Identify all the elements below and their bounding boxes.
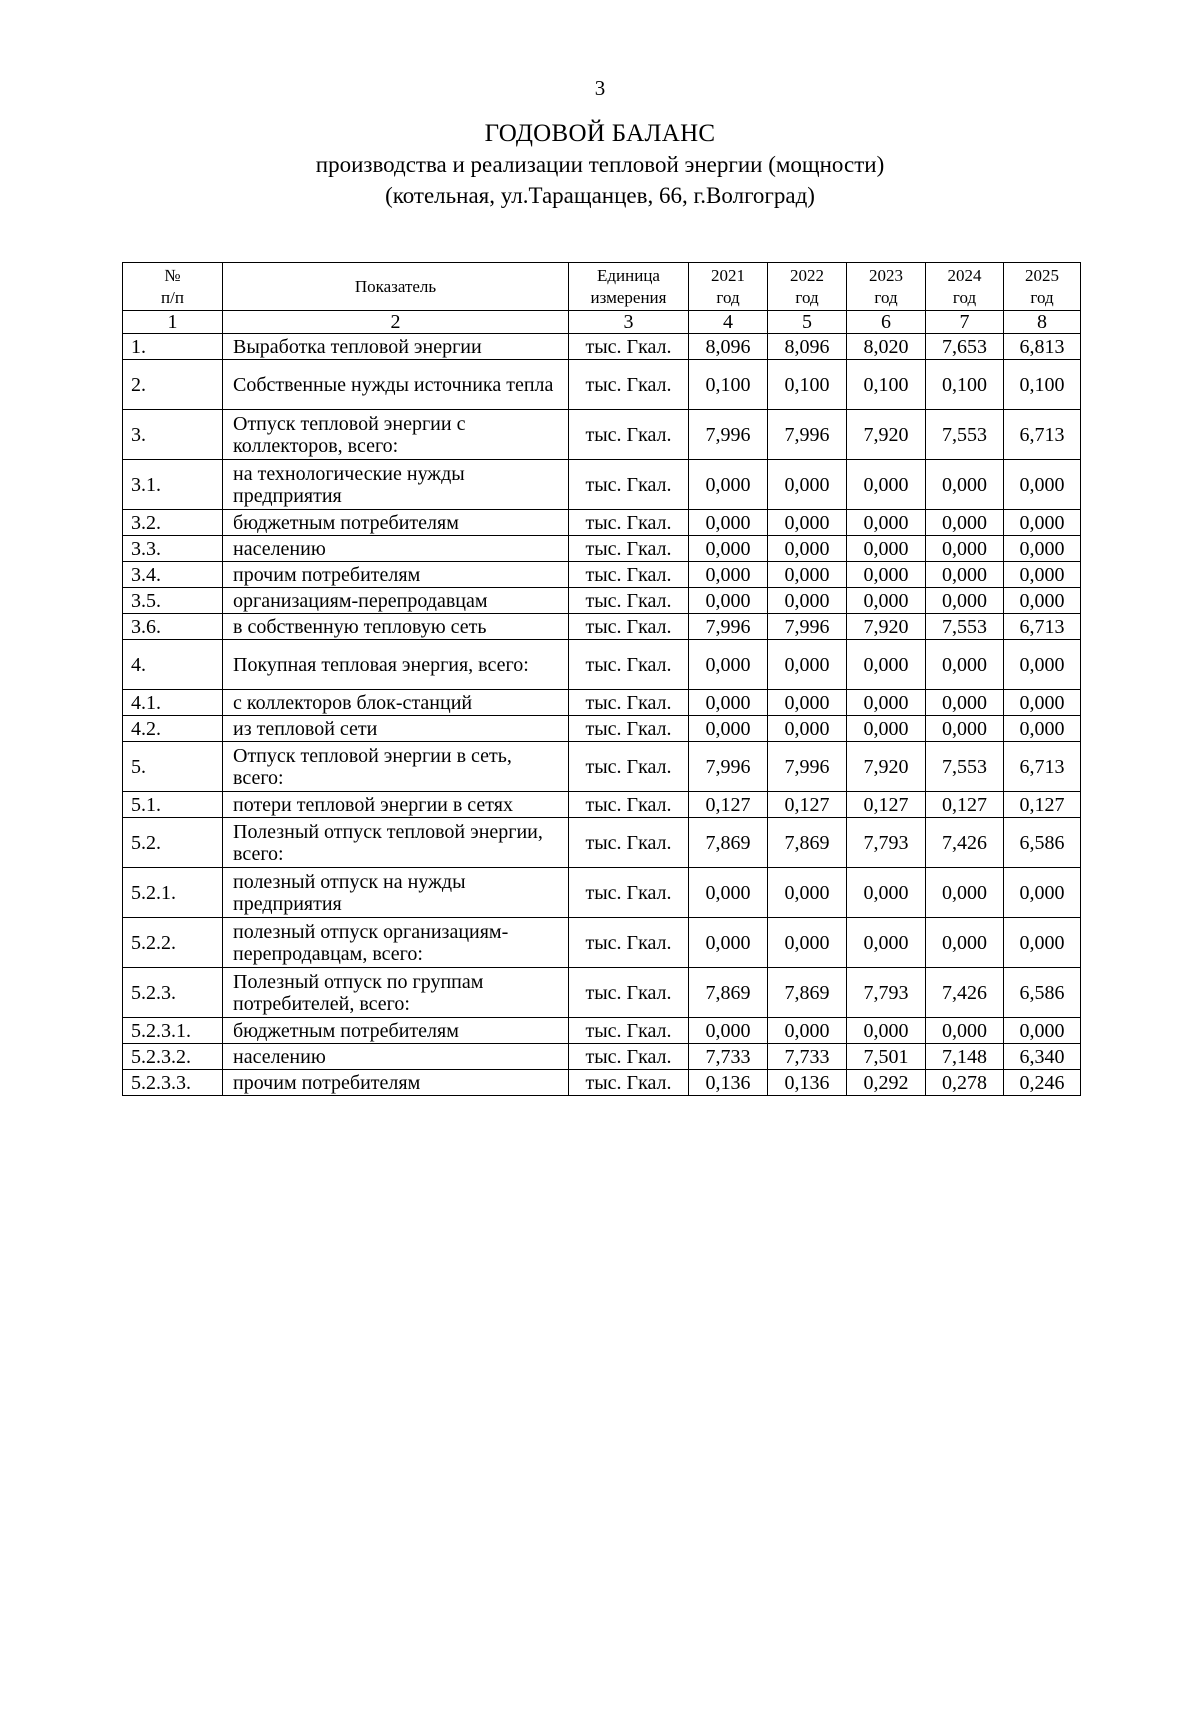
value-cell: 0,000	[689, 1018, 768, 1044]
value-cell: 0,000	[926, 1018, 1004, 1044]
value-cell: 0,000	[689, 588, 768, 614]
table-body	[123, 334, 1081, 1096]
header-year-label: 2022 год	[790, 265, 824, 307]
table-row	[123, 690, 1081, 716]
indicator-cell: прочим потребителям	[223, 562, 569, 588]
indicator-cell: организациям-перепродавцам	[223, 588, 569, 614]
indicator-cell: в собственную тепловую сеть	[223, 614, 569, 640]
value-cell: 0,000	[926, 868, 1004, 918]
value-cell: 0,000	[926, 588, 1004, 614]
unit-cell: тыс. Гкал.	[569, 360, 689, 410]
value-cell: 0,246	[1004, 1070, 1081, 1096]
row-number-cell: 3.1.	[123, 460, 223, 510]
row-number-cell: 4.2.	[123, 716, 223, 742]
header-num	[123, 263, 223, 311]
value-cell: 6,586	[1004, 968, 1081, 1018]
row-number-cell: 4.	[123, 640, 223, 690]
header-num-label: № п/п	[161, 265, 184, 307]
row-number-cell: 1.	[123, 334, 223, 360]
table-row	[123, 1044, 1081, 1070]
value-cell: 7,148	[926, 1044, 1004, 1070]
value-cell: 0,000	[689, 562, 768, 588]
value-cell: 7,920	[847, 614, 926, 640]
indicator-cell: из тепловой сети	[223, 716, 569, 742]
indicator-cell: Отпуск тепловой энергии с коллекторов, всего:	[223, 410, 569, 460]
value-cell: 6,713	[1004, 410, 1081, 460]
unit-cell: тыс. Гкал.	[569, 868, 689, 918]
value-cell: 7,553	[926, 614, 1004, 640]
table-row	[123, 868, 1081, 918]
value-cell: 6,713	[1004, 742, 1081, 792]
indicator-cell: Выработка тепловой энергии	[223, 334, 569, 360]
indicator-cell: полезный отпуск на нужды предприятия	[223, 868, 569, 918]
header-indicator-label: Показатель	[354, 276, 437, 296]
table-row	[123, 614, 1081, 640]
header-year-label: 2024 год	[947, 265, 982, 307]
table-row	[123, 968, 1081, 1018]
value-cell: 0,000	[1004, 868, 1081, 918]
value-cell: 7,996	[768, 410, 847, 460]
table-row	[123, 716, 1081, 742]
value-cell: 0,000	[689, 716, 768, 742]
indicator-cell: полезный отпуск организациям-перепродавцам, всего:	[223, 918, 569, 968]
value-cell: 0,000	[847, 588, 926, 614]
value-cell: 0,000	[768, 1018, 847, 1044]
value-cell: 0,127	[847, 792, 926, 818]
value-cell: 0,000	[847, 460, 926, 510]
value-cell: 7,793	[847, 818, 926, 868]
unit-cell: тыс. Гкал.	[569, 918, 689, 968]
indicator-cell: населению	[223, 1044, 569, 1070]
table-row	[123, 640, 1081, 690]
value-cell: 7,920	[847, 742, 926, 792]
value-cell: 0,000	[689, 868, 768, 918]
value-cell: 7,996	[768, 614, 847, 640]
table-row	[123, 818, 1081, 868]
value-cell: 0,000	[847, 690, 926, 716]
value-cell: 0,000	[768, 510, 847, 536]
value-cell: 0,000	[1004, 562, 1081, 588]
value-cell: 0,000	[689, 690, 768, 716]
value-cell: 0,000	[689, 460, 768, 510]
unit-cell: тыс. Гкал.	[569, 1018, 689, 1044]
row-number-cell: 5.	[123, 742, 223, 792]
indicator-cell: Отпуск тепловой энергии в сеть, всего:	[223, 742, 569, 792]
table-row	[123, 460, 1081, 510]
value-cell: 0,000	[689, 536, 768, 562]
value-cell: 0,000	[847, 510, 926, 536]
unit-cell: тыс. Гкал.	[569, 334, 689, 360]
value-cell: 7,553	[926, 742, 1004, 792]
row-number-cell: 2.	[123, 360, 223, 410]
page-number: 3	[594, 76, 606, 100]
value-cell: 0,000	[1004, 1018, 1081, 1044]
unit-cell: тыс. Гкал.	[569, 1070, 689, 1096]
value-cell: 6,713	[1004, 614, 1081, 640]
value-cell: 7,553	[926, 410, 1004, 460]
value-cell: 0,292	[847, 1070, 926, 1096]
row-number-cell: 5.2.3.2.	[123, 1044, 223, 1070]
column-number: 2	[223, 311, 569, 334]
unit-cell: тыс. Гкал.	[569, 410, 689, 460]
value-cell: 0,000	[1004, 460, 1081, 510]
header-unit-label: Единица измерения	[590, 265, 667, 307]
value-cell: 0,000	[768, 640, 847, 690]
row-number-cell: 5.2.3.	[123, 968, 223, 1018]
value-cell: 8,096	[689, 334, 768, 360]
value-cell: 0,000	[847, 1018, 926, 1044]
header-year-2022	[768, 263, 847, 311]
value-cell: 0,000	[1004, 716, 1081, 742]
header-year-2025	[1004, 263, 1081, 311]
unit-cell: тыс. Гкал.	[569, 588, 689, 614]
value-cell: 0,000	[1004, 690, 1081, 716]
row-number-cell: 5.2.3.3.	[123, 1070, 223, 1096]
value-cell: 0,100	[1004, 360, 1081, 410]
value-cell: 0,000	[847, 918, 926, 968]
value-cell: 0,136	[689, 1070, 768, 1096]
unit-cell: тыс. Гкал.	[569, 792, 689, 818]
row-number-cell: 3.5.	[123, 588, 223, 614]
value-cell: 0,000	[1004, 536, 1081, 562]
balance-table	[122, 262, 1081, 1096]
column-number: 8	[1004, 311, 1081, 334]
value-cell: 0,000	[926, 716, 1004, 742]
table-row	[123, 360, 1081, 410]
value-cell: 0,000	[847, 868, 926, 918]
column-number: 6	[847, 311, 926, 334]
row-number-cell: 5.1.	[123, 792, 223, 818]
value-cell: 0,000	[1004, 510, 1081, 536]
value-cell: 7,869	[768, 818, 847, 868]
indicator-cell: прочим потребителям	[223, 1070, 569, 1096]
table-row	[123, 1018, 1081, 1044]
row-number-cell: 5.2.3.1.	[123, 1018, 223, 1044]
value-cell: 8,096	[768, 334, 847, 360]
unit-cell: тыс. Гкал.	[569, 968, 689, 1018]
value-cell: 7,869	[689, 968, 768, 1018]
unit-cell: тыс. Гкал.	[569, 742, 689, 792]
table-row	[123, 1070, 1081, 1096]
value-cell: 7,920	[847, 410, 926, 460]
row-number-cell: 3.2.	[123, 510, 223, 536]
value-cell: 0,000	[768, 460, 847, 510]
row-number-cell: 5.2.	[123, 818, 223, 868]
value-cell: 0,000	[768, 562, 847, 588]
value-cell: 7,869	[689, 818, 768, 868]
value-cell: 0,100	[689, 360, 768, 410]
value-cell: 7,996	[689, 614, 768, 640]
indicator-cell: потери тепловой энергии в сетях	[223, 792, 569, 818]
value-cell: 0,000	[847, 716, 926, 742]
document-title: ГОДОВОЙ БАЛАНС	[484, 120, 716, 147]
value-cell: 7,426	[926, 818, 1004, 868]
value-cell: 7,869	[768, 968, 847, 1018]
value-cell: 7,996	[689, 410, 768, 460]
table-row	[123, 536, 1081, 562]
table-row	[123, 510, 1081, 536]
unit-cell: тыс. Гкал.	[569, 614, 689, 640]
value-cell: 0,000	[847, 562, 926, 588]
value-cell: 7,996	[689, 742, 768, 792]
value-cell: 0,127	[768, 792, 847, 818]
value-cell: 0,100	[926, 360, 1004, 410]
value-cell: 0,000	[768, 868, 847, 918]
value-cell: 6,813	[1004, 334, 1081, 360]
value-cell: 0,000	[926, 536, 1004, 562]
unit-cell: тыс. Гкал.	[569, 690, 689, 716]
value-cell: 0,000	[768, 918, 847, 968]
value-cell: 0,000	[768, 536, 847, 562]
table-row	[123, 742, 1081, 792]
indicator-cell: бюджетным потребителям	[223, 1018, 569, 1044]
column-number: 4	[689, 311, 768, 334]
value-cell: 0,000	[689, 640, 768, 690]
value-cell: 0,000	[926, 640, 1004, 690]
value-cell: 0,127	[689, 792, 768, 818]
value-cell: 7,501	[847, 1044, 926, 1070]
indicator-cell: Покупная тепловая энергия, всего:	[223, 640, 569, 690]
header-year-label: 2023 год	[869, 265, 903, 307]
unit-cell: тыс. Гкал.	[569, 640, 689, 690]
indicator-cell: бюджетным потребителям	[223, 510, 569, 536]
value-cell: 0,136	[768, 1070, 847, 1096]
table-row	[123, 334, 1081, 360]
table-row	[123, 410, 1081, 460]
unit-cell: тыс. Гкал.	[569, 818, 689, 868]
value-cell: 0,000	[926, 510, 1004, 536]
column-number: 1	[123, 311, 223, 334]
header-year-2021	[689, 263, 768, 311]
value-cell: 7,733	[689, 1044, 768, 1070]
value-cell: 7,793	[847, 968, 926, 1018]
row-number-cell: 4.1.	[123, 690, 223, 716]
value-cell: 7,653	[926, 334, 1004, 360]
table-header-row	[123, 263, 1081, 311]
column-number: 3	[569, 311, 689, 334]
unit-cell: тыс. Гкал.	[569, 562, 689, 588]
value-cell: 0,000	[1004, 918, 1081, 968]
document-subtitle: производства и реализации тепловой энергии (мощности)	[315, 152, 885, 177]
column-number: 7	[926, 311, 1004, 334]
header-year-label: 2025 год	[1025, 265, 1059, 307]
value-cell: 8,020	[847, 334, 926, 360]
value-cell: 0,000	[1004, 588, 1081, 614]
row-number-cell: 3.4.	[123, 562, 223, 588]
value-cell: 0,000	[768, 588, 847, 614]
header-unit	[569, 263, 689, 311]
value-cell: 0,278	[926, 1070, 1004, 1096]
value-cell: 6,340	[1004, 1044, 1081, 1070]
document-location: (котельная, ул.Таращанцев, 66, г.Волгоград)	[385, 183, 815, 208]
value-cell: 0,000	[1004, 640, 1081, 690]
value-cell: 7,733	[768, 1044, 847, 1070]
unit-cell: тыс. Гкал.	[569, 510, 689, 536]
value-cell: 0,000	[768, 716, 847, 742]
value-cell: 7,996	[768, 742, 847, 792]
value-cell: 0,100	[847, 360, 926, 410]
value-cell: 0,100	[768, 360, 847, 410]
value-cell: 0,000	[768, 690, 847, 716]
header-year-2024	[926, 263, 1004, 311]
value-cell: 6,586	[1004, 818, 1081, 868]
header-year-label: 2021 год	[711, 265, 745, 307]
indicator-cell: Собственные нужды источника тепла	[223, 360, 569, 410]
header-indicator	[223, 263, 569, 311]
unit-cell: тыс. Гкал.	[569, 460, 689, 510]
indicator-cell: населению	[223, 536, 569, 562]
indicator-cell: на технологические нужды предприятия	[223, 460, 569, 510]
row-number-cell: 5.2.1.	[123, 868, 223, 918]
value-cell: 0,000	[926, 562, 1004, 588]
value-cell: 0,000	[847, 640, 926, 690]
table-row	[123, 562, 1081, 588]
header-year-2023	[847, 263, 926, 311]
row-number-cell: 3.	[123, 410, 223, 460]
row-number-cell: 3.6.	[123, 614, 223, 640]
indicator-cell: с коллекторов блок-станций	[223, 690, 569, 716]
unit-cell: тыс. Гкал.	[569, 716, 689, 742]
value-cell: 0,000	[689, 918, 768, 968]
indicator-cell: Полезный отпуск тепловой энергии, всего:	[223, 818, 569, 868]
unit-cell: тыс. Гкал.	[569, 1044, 689, 1070]
table-row	[123, 792, 1081, 818]
row-number-cell: 5.2.2.	[123, 918, 223, 968]
unit-cell: тыс. Гкал.	[569, 536, 689, 562]
indicator-cell: Полезный отпуск по группам потребителей, всего:	[223, 968, 569, 1018]
value-cell: 0,127	[1004, 792, 1081, 818]
value-cell: 0,000	[926, 918, 1004, 968]
column-number-row	[123, 311, 1081, 334]
value-cell: 0,000	[926, 460, 1004, 510]
value-cell: 7,426	[926, 968, 1004, 1018]
table-row	[123, 918, 1081, 968]
value-cell: 0,000	[847, 536, 926, 562]
table-row	[123, 588, 1081, 614]
column-number: 5	[768, 311, 847, 334]
value-cell: 0,000	[926, 690, 1004, 716]
value-cell: 0,127	[926, 792, 1004, 818]
value-cell: 0,000	[689, 510, 768, 536]
title-block	[0, 118, 1200, 211]
row-number-cell: 3.3.	[123, 536, 223, 562]
